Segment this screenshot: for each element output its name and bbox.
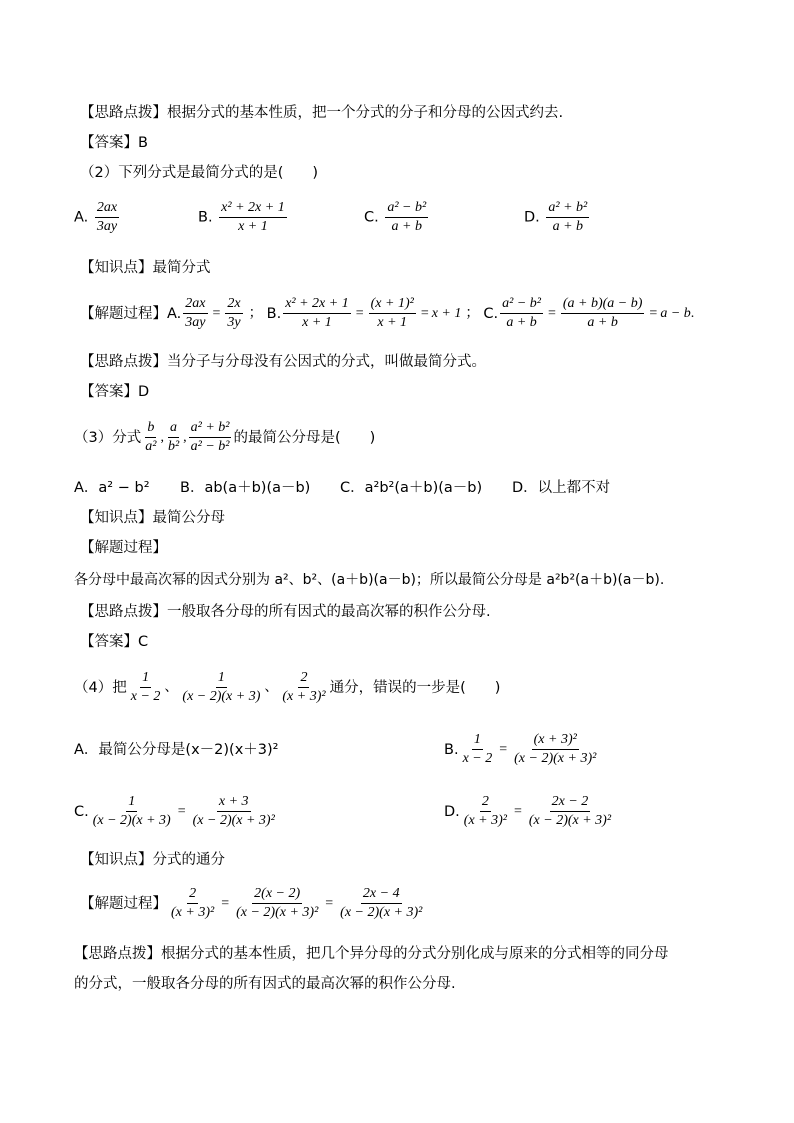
- q4-option-a: A．最简公分母是(x－2)(x＋3)²: [74, 742, 279, 758]
- q2-option-a: A. $\frac{2ax}{3ay}$: [74, 200, 118, 234]
- hint-2: 【思路点拨】当分子与分母没有公因式的分式，叫做最简分式。: [80, 354, 486, 370]
- q2-option-d: D. $\frac{\text{a² + b²}}{a + b}$: [524, 200, 588, 234]
- hint-1: 【思路点拨】根据分式的基本性质，把一个分式的分子和分母的公因式约去.: [80, 105, 564, 121]
- answer-3: 【答案】C: [80, 634, 149, 650]
- answer-2: 【答案】D: [80, 384, 150, 400]
- solution-3-label: 【解题过程】: [80, 540, 167, 556]
- hint-4-line-1: 【思路点拨】根据分式的基本性质，把几个异分母的分式分别化成与原来的分式相等的同分母: [74, 946, 669, 962]
- solution-2: 【解题过程】 A. $\frac{2ax}{3ay}$ = $\frac{2x}{3y}$ ； B. $\frac{\text{x² + 2x + 1}}{x + 1}$ = $\frac{\text{(x + 1)²}}{x + 1}$ = x + 1 ； C. $\frac{\text{a² − b²}}{a + b}$ = $\frac{(a + b)(a - b)}{a + b}$ = a − b .: [80, 296, 695, 330]
- q3-option-a: A．a² − b²: [74, 480, 150, 496]
- hint-3: 【思路点拨】一般取各分母的所有因式的最高次幂的积作公分母.: [80, 604, 491, 620]
- q3-option-d: D．以上都不对: [512, 480, 611, 496]
- knowledge-point-2: 【知识点】最简分式: [80, 260, 211, 276]
- question-2: （2）下列分式是最简分式的是( ): [80, 165, 319, 181]
- answer-1: 【答案】B: [80, 135, 148, 151]
- q4-option-c: C. $\frac{1}{(x - 2)(x + 3)}$ = $\frac{x + 3}{\text{(x − 2)(x + 3)²}}$: [74, 794, 275, 828]
- hint-4-line-2: 的分式，一般取各分母的所有因式的最高次幂的积作公分母.: [74, 976, 456, 992]
- q3-option-b: B．ab(a＋b)(a－b): [180, 480, 311, 496]
- knowledge-point-4: 【知识点】分式的通分: [80, 852, 225, 868]
- q4-option-d: D. $\frac{2}{\text{(x + 3)²}}$ = $\frac{2x - 2}{\text{(x − 2)(x + 3)²}}$: [444, 794, 612, 828]
- q2-option-b: B. $\frac{\text{x² + 2x + 1}}{x + 1}$: [198, 200, 285, 234]
- solution-4: 【解题过程】 $\frac{2}{\text{(x + 3)²}}$ = $\frac{2(x - 2)}{\text{(x − 2)(x + 3)²}}$ = $\frac{2x - 4}{\text{(x − 2)(x + 3)²}}$: [80, 886, 423, 920]
- question-3: （3）分式 $\frac{b}{\text{a²}}$ , $\frac{a}{\text{b²}}$ , $\frac{\text{a² + b²}}{\text{a² − b²}}$ 的最简公分母是( ): [74, 420, 376, 454]
- question-4: （4）把 $\frac{1}{x - 2}$ 、 $\frac{1}{(x - 2)(x + 3)}$ 、 $\frac{2}{\text{(x + 3)²}}$ 通分，错误的一步是( ): [74, 670, 501, 704]
- q2-option-c: C. $\frac{\text{a² − b²}}{a + b}$: [364, 200, 427, 234]
- knowledge-point-3: 【知识点】最简公分母: [80, 510, 225, 526]
- q3-option-c: C．a²b²(a＋b)(a－b): [340, 480, 483, 496]
- solution-3: 各分母中最高次幂的因式分别为 a²、b²、(a＋b)(a－b)；所以最简公分母是 a²b²(a＋b)(a－b).: [74, 572, 665, 588]
- q4-option-b: B. $\frac{1}{x - 2}$ = $\frac{\text{(x + 3)²}}{\text{(x − 2)(x + 3)²}}$: [444, 732, 597, 766]
